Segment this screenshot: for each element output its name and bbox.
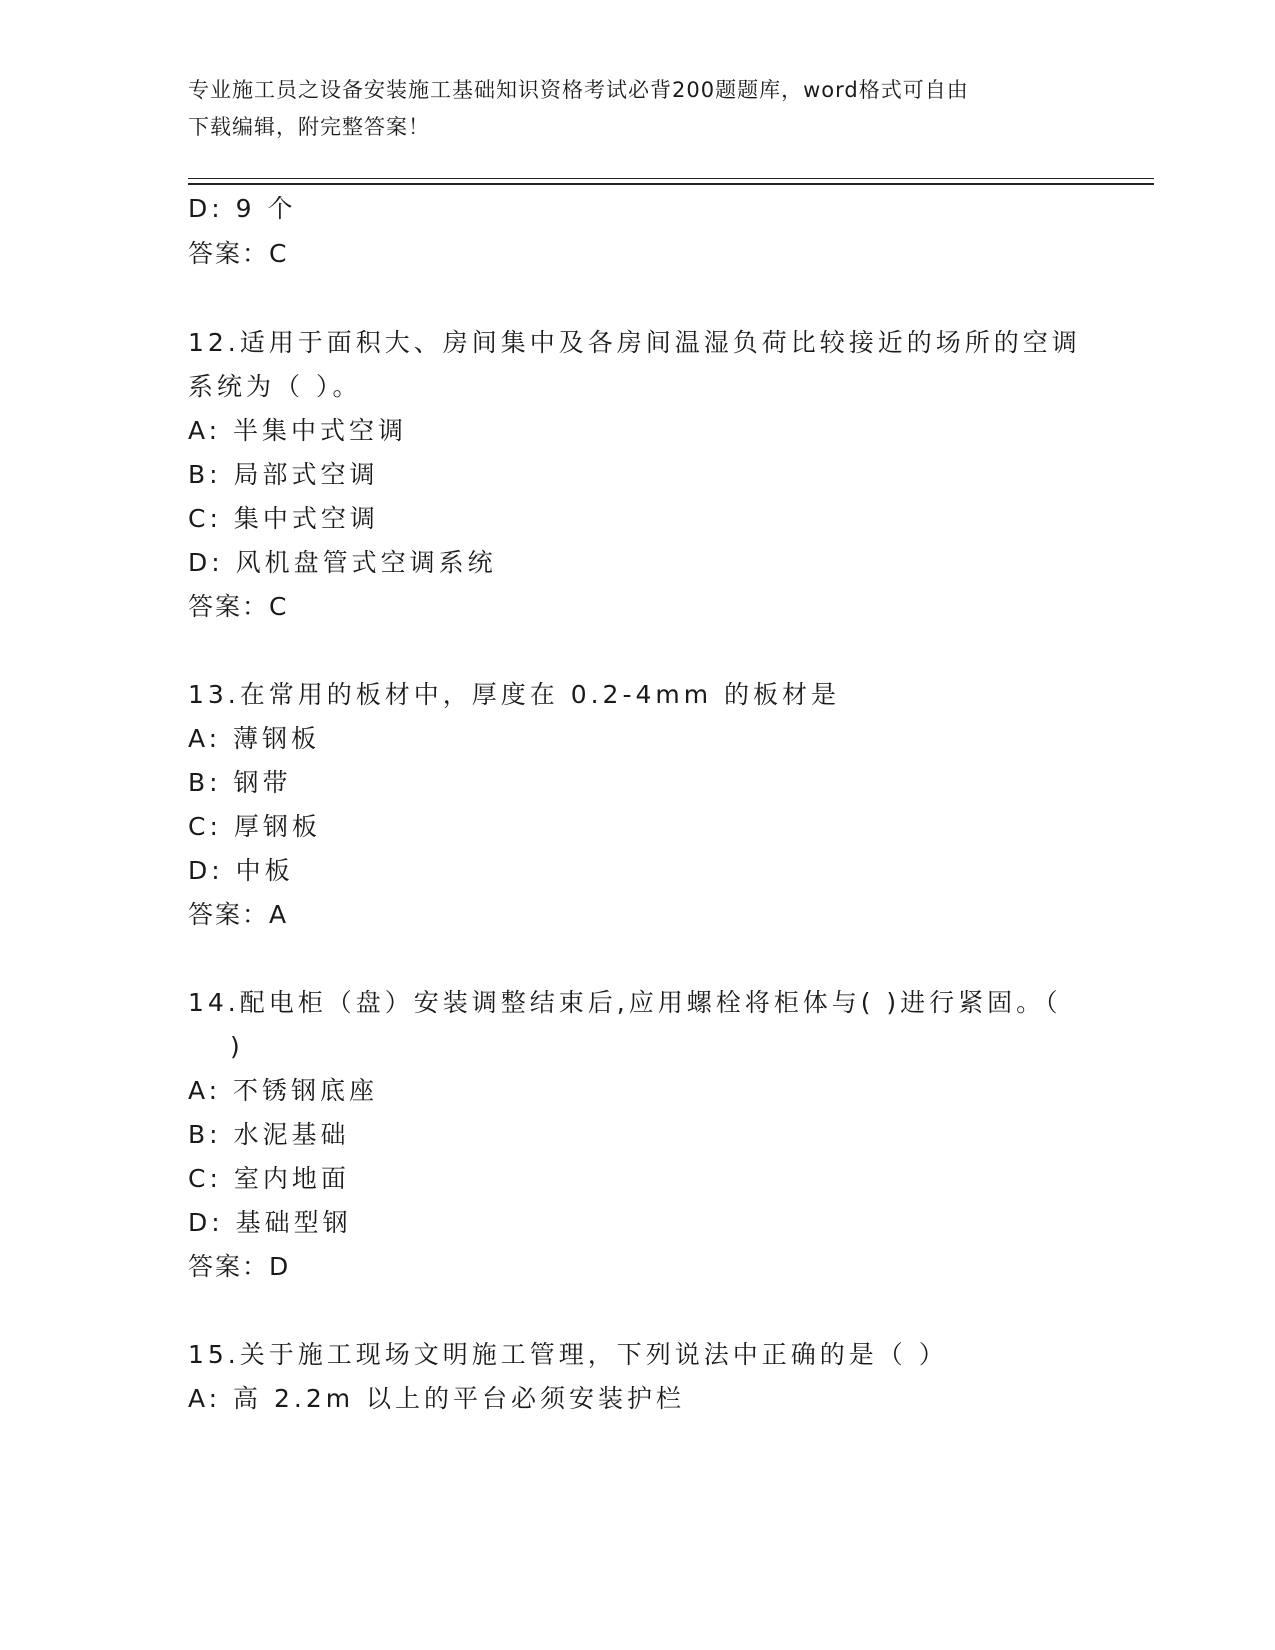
q12-answer: 答案：C (188, 592, 289, 621)
q13-answer: 答案：A (188, 900, 289, 929)
q14-option-a: A: 不锈钢底座 (188, 1076, 379, 1105)
header-title-line-1: 专业施工员之设备安装施工基础知识资格考试必背200题题库，word格式可自由 (188, 78, 969, 102)
q14-option-b: B: 水泥基础 (188, 1120, 350, 1149)
document-header (188, 72, 1068, 146)
q12-option-d: D: 风机盘管式空调系统 (188, 548, 497, 577)
q14-stem-line-1: 14.配电柜（盘）安装调整结束后,应用螺栓将柜体与( )进行紧固。（ (188, 988, 1062, 1017)
header-title-line-2: 下载编辑，附完整答案！ (188, 115, 430, 139)
q12-option-b: B: 局部式空调 (188, 460, 379, 489)
header-divider-thick (188, 183, 1154, 185)
q13-stem-line-1: 13.在常用的板材中，厚度在 0.2-4mm 的板材是 (188, 680, 841, 709)
q14-stem-line-2: ) (230, 1032, 244, 1061)
q14-answer: 答案：D (188, 1252, 291, 1281)
prev-option-d: D: 9 个 (188, 194, 297, 223)
header-divider-thin (188, 178, 1154, 179)
q12-stem-line-1: 12.适用于面积大、房间集中及各房间温湿负荷比较接近的场所的空调 (188, 328, 1081, 357)
q13-option-a: A: 薄钢板 (188, 724, 321, 753)
q12-stem-line-2: 系统为（ ）。 (188, 372, 362, 401)
q13-option-c: C: 厚钢板 (188, 812, 321, 841)
q15-stem-line-1: 15.关于施工现场文明施工管理，下列说法中正确的是（ ） (188, 1340, 948, 1369)
q12-option-c: C: 集中式空调 (188, 504, 379, 533)
q13-option-d: D: 中板 (188, 856, 294, 885)
q12-option-a: A: 半集中式空调 (188, 416, 408, 445)
q14-option-c: C: 室内地面 (188, 1164, 350, 1193)
q14-option-d: D: 基础型钢 (188, 1208, 352, 1237)
prev-answer: 答案：C (188, 239, 289, 268)
q15-option-a: A: 高 2.2m 以上的平台必须安装护栏 (188, 1384, 686, 1413)
q13-option-b: B: 钢带 (188, 768, 292, 797)
